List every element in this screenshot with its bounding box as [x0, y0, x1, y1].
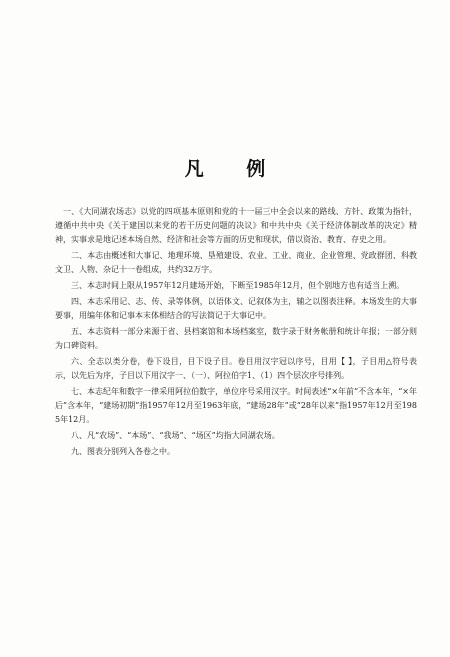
- guideline-paragraph-7: 七、本志纪年和数字一律采用阿拉伯数字，单位序号采用汉字。时间表述“×年前”不含本年，“×年后”含本年，“建场初期”指1957年12月至1963年底，“建场28年”或“28年以来”指1957年12月至1985年12月。: [55, 387, 417, 424]
- guideline-paragraph-8: 八、凡“农场”、“本场”、“我场”、“场区”均指大同湖农场。: [71, 431, 280, 440]
- guideline-paragraph-6: 六、全志以类分卷，卷下设目，目下设子目。卷目用汉字冠以序号，目用【 】，子目用△符号表示，以先后为序，子目以下用汉字一、（一）、阿拉伯字1、（1）四个层次序号排列。: [55, 357, 417, 380]
- page-title: 凡 例: [184, 158, 284, 180]
- guideline-paragraph-3: 三、本志时间上限从1957年12月建场开始，下断至1985年12月，但个别地方也有适当上溯。: [71, 281, 405, 290]
- guideline-paragraph-5: 五、本志资料一部分来源于省、县档案馆和本场档案室，数字录于财务帐册和统计年报；一部分则为口碑资料。: [55, 327, 417, 350]
- guideline-paragraph-1: 一、《大同湖农场志》以党的四项基本原则和党的十一届三中全会以来的路线、方针、政策为指针，遵循中共中央《关于建国以来党的若干历史问题的决议》和中共中央《关于经济体制改革的决定》精神，实事求是地记述本场自然、经济和社会等方面的历史和现状，借以资治、教育、存史之用。: [55, 207, 417, 244]
- guideline-paragraph-4: 四、本志采用记、志、传、录等体例，以语体文、记叙体为主，辅之以图表注释。本场发生的大事要事，用编年体和记事本末体相结合的写法简记于大事记中。: [55, 297, 417, 320]
- guideline-paragraph-2: 二、本志由概述和大事记、地理环境、垦殖建设、农业、工业、商业、企业管理、党政群团、科教文卫、人物、杂记十一卷组成，共约32万字。: [55, 251, 417, 274]
- guidelines-body: [55, 205, 417, 461]
- guideline-paragraph-9: 九、图表分别列入各卷之中。: [71, 447, 175, 456]
